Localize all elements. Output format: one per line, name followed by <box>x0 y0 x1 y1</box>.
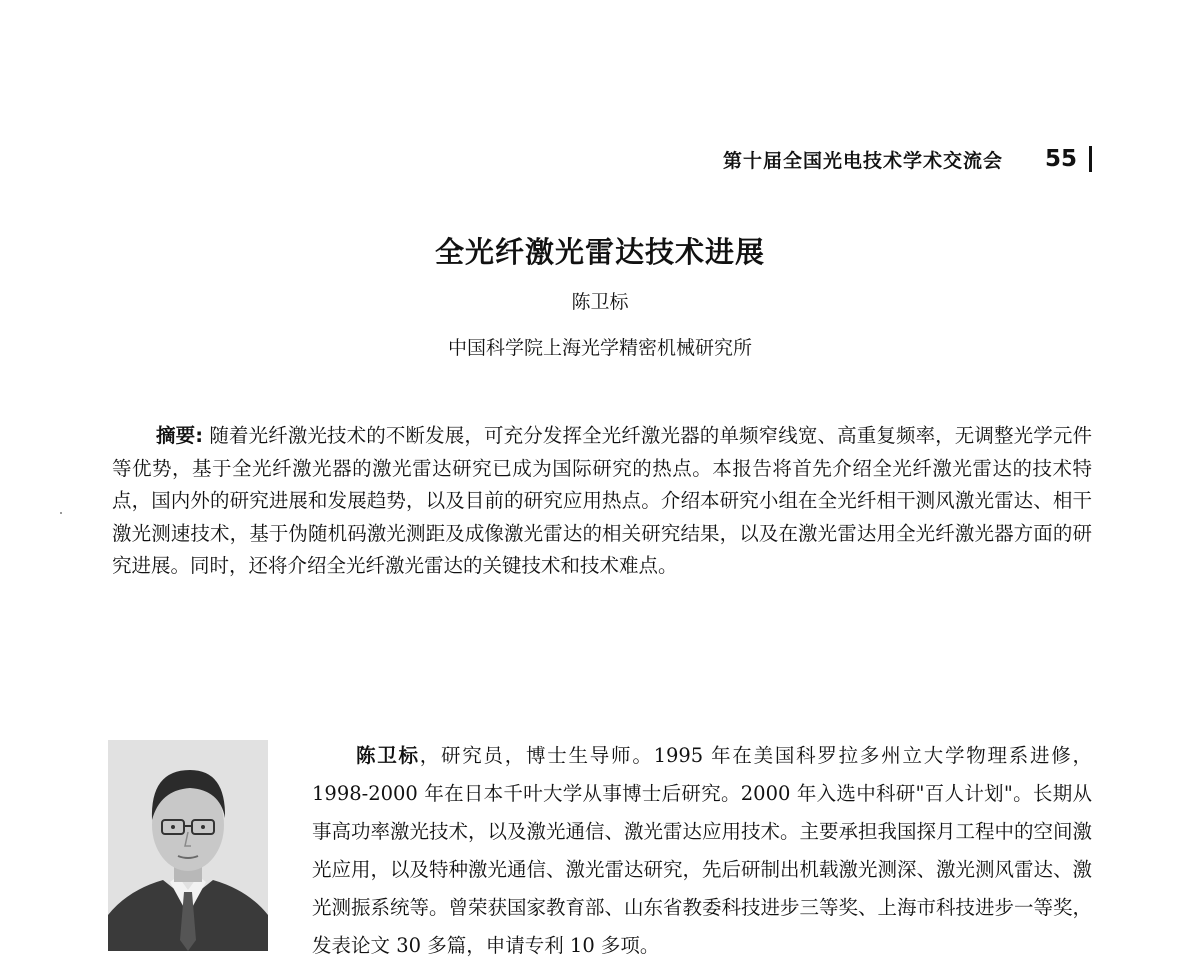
abstract-paragraph <box>112 420 1092 583</box>
abstract-label: 摘要: <box>156 424 204 447</box>
author-photo <box>108 740 268 951</box>
bio-text: ，研究员，博士生导师。1995 年在美国科罗拉多州立大学物理系进修，1998-2000 年在日本千叶大学从事博士后研究。2000 年入选中科研"百人计划"。长期从事高功率激光技术，以及激光通信、激光雷达应用技术。主要承担我国探月工程中的空间激光应用，以及特种激光通信、激光雷达研究，先后研制出机载激光测深、激光测风雷达、激光测振系统等。曾荣获国家教育部、山东省教委科技进步三等奖、上海市科技进步一等奖，发表论文 30 多篇，申请专利 10 多项。 <box>312 744 1093 957</box>
page-number: 55 <box>1044 146 1077 172</box>
conference-name: 第十届全国光电技术学术交流会 <box>722 149 1003 172</box>
scan-mark <box>60 512 62 514</box>
paper-affiliation: 中国科学院上海光学精密机械研究所 <box>447 337 752 359</box>
author-portrait-image <box>108 740 268 951</box>
running-header <box>723 142 1092 176</box>
paper-author: 陈卫标 <box>571 291 629 313</box>
paper-title: 全光纤激光雷达技术进展 <box>434 235 765 269</box>
bio-name: 陈卫标 <box>356 744 420 767</box>
abstract-text: 随着光纤激光技术的不断发展，可充分发挥全光纤激光器的单频窄线宽、高重复频率，无调整光学元件等优势，基于全光纤激光器的激光雷达研究已成为国际研究的热点。本报告将首先介绍全光纤激光雷达的技术特点，国内外的研究进展和发展趋势，以及目前的研究应用热点。介绍本研究小组在全光纤相干测风激光雷达、相干激光测速技术，基于伪随机码激光测距及成像激光雷达的相关研究结果，以及在激光雷达用全光纤激光器方面的研究进展。同时，还将介绍全光纤激光雷达的关键技术和技术难点。 <box>112 424 1092 577</box>
header-rule <box>1089 146 1092 172</box>
author-bio <box>312 737 1092 965</box>
